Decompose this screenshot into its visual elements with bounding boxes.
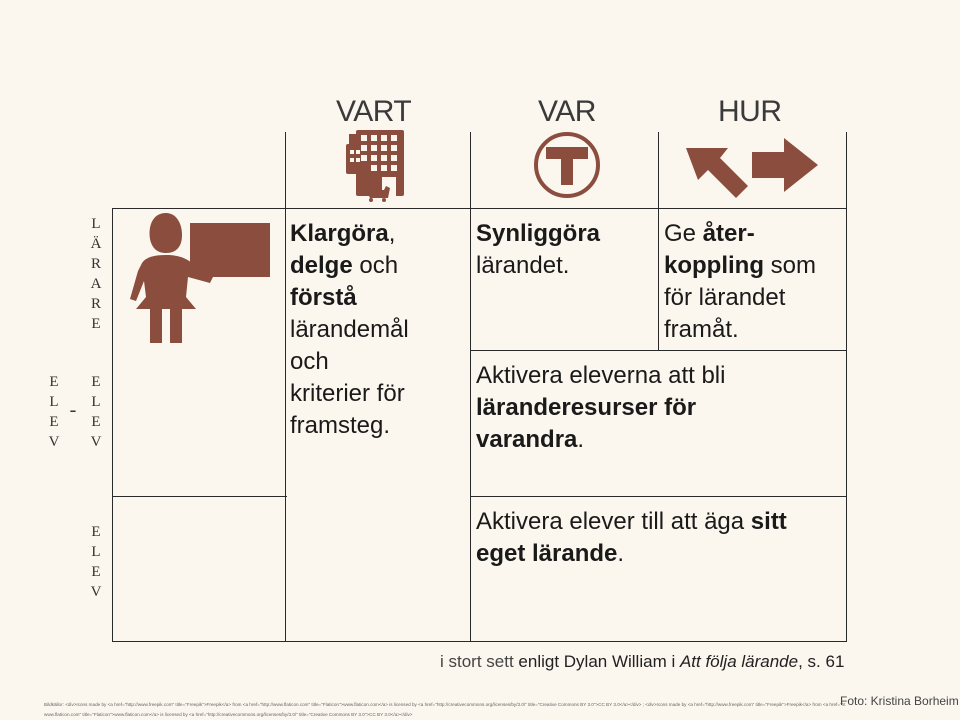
header-var: VAR: [538, 95, 596, 128]
photo-credit: Foto: Kristina Borheim: [840, 694, 959, 708]
t-sign-icon: [532, 130, 602, 200]
header-hur: HUR: [718, 95, 782, 128]
cell-synliggora: Synliggöra lärandet.: [476, 220, 601, 279]
grid-hline-row2b: [470, 496, 847, 497]
grid-vline-left: [112, 208, 113, 642]
label-larare: L Ä R A R E: [90, 216, 102, 332]
label-elev-bottom: E L E V: [90, 524, 102, 600]
label-elev-left: E L E V: [48, 374, 60, 450]
image-credits: Bildkällor: <div>Icons made by <a href="http://www.freepik.com" title="Freepik">Freepik</a> from <a href="http://www.flaticon.com" title="Flaticon">www.flaticon.com</a> is licensed by <a href="http://creativecommons.org/licenses/by/3.0/" title="Creative Commons BY 3.0">CC BY 3.0</a></div> ; <div>Icons made by <a href="http://www.freepik.com" title="Freepik">Freepik</a> from <a href="ht www.flaticon.com" title="Flaticon">www.flaticon.com</a> is licensed by <a href="http://creativecommons.org/licenses/by/3.0/" title="Creative Commons BY 3.0">CC BY 3.0</a></div>: [44, 702, 846, 717]
building-icon: [340, 128, 408, 202]
arrows-icon: [682, 132, 822, 200]
label-dash: -: [69, 399, 77, 421]
cell-aktivera-elever: Aktivera elever till att äga sitt eget lärande.: [476, 508, 787, 567]
cell-ge-aterkoppling: Ge åter- koppling som för lärandet framåt.: [664, 220, 816, 343]
teacher-icon: [128, 205, 273, 345]
grid-hline-bottom: [112, 641, 847, 642]
grid-vline-3: [658, 132, 659, 350]
header-vart: VART: [336, 95, 412, 128]
cell-aktivera-eleverna: Aktivera eleverna att bli läranderesurser för varandra.: [476, 362, 726, 453]
label-elev-right: E L E V: [90, 374, 102, 450]
caption: i stort sett enligt Dylan William i Att följa lärande, s. 61: [440, 652, 845, 671]
grid-hline-mid: [470, 350, 847, 351]
grid-hline-row2: [112, 496, 287, 497]
cell-klargora: Klargöra, delge och förstå lärandemål och kriterier för framsteg.: [290, 220, 409, 439]
grid-hline-top: [112, 208, 847, 209]
